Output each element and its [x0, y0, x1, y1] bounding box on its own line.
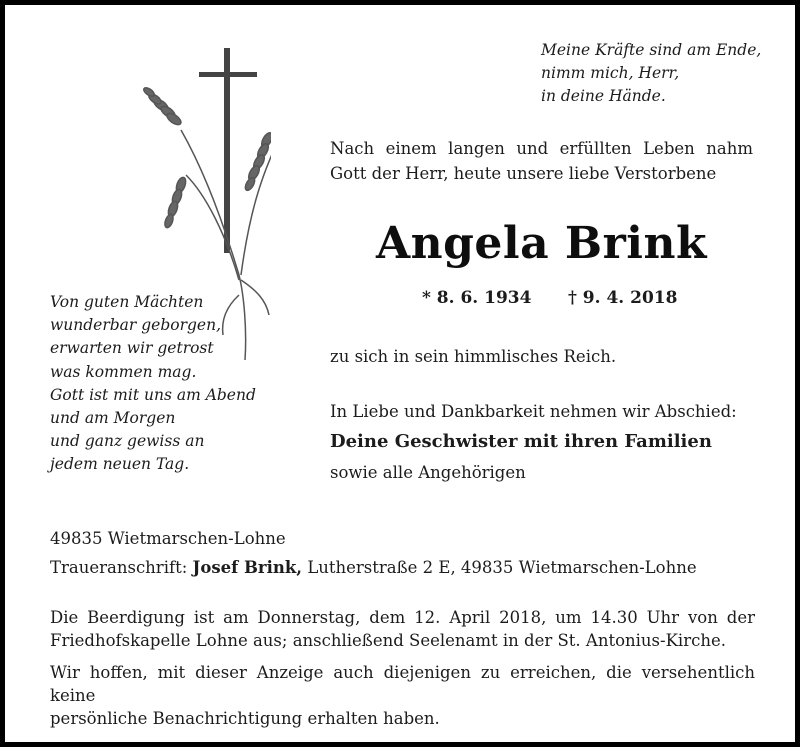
note-line: Wir hoffen, mit dieser Anzeige auch diejenigen zu erreichen, die versehentlich keine: [50, 663, 755, 705]
poem-left-line: erwarten wir getrost: [50, 339, 214, 358]
poem-top-line: nimm mich, Herr,: [541, 64, 680, 82]
poem-left: [50, 291, 256, 477]
poem-left-line: Gott ist mit uns am Abend: [50, 385, 256, 404]
cross-icon: [199, 48, 257, 253]
poem-left-line: Von guten Mächten: [50, 293, 204, 311]
relatives-text: sowie alle Angehörigen: [330, 463, 526, 482]
poem-left-line: wunderbar geborgen,: [50, 316, 221, 335]
intro-line: Gott der Herr, heute unsere liebe Verstorbene: [330, 164, 717, 183]
birth-date: * 8. 6. 1934: [422, 288, 532, 308]
poem-left-line: und ganz gewiss an: [50, 432, 205, 451]
poem-left-line: jedem neuen Tag.: [50, 455, 190, 474]
funeral-info: [50, 606, 755, 652]
death-date: † 9. 4. 2018: [568, 288, 678, 308]
notice-note: [50, 661, 755, 730]
poem-left-line: was kommen mag.: [50, 362, 197, 381]
poem-top: [541, 39, 761, 108]
reich-text: zu sich in sein himmlisches Reich.: [330, 347, 617, 366]
intro-line: Nach einem langen und erfüllten Leben nahm: [330, 139, 753, 158]
funeral-line: Friedhofskapelle Lohne aus; anschließend Seelenamt in der St. Antonius-Kirche.: [50, 631, 726, 650]
deceased-name: Angela Brink: [376, 218, 707, 269]
mourning-address: [50, 555, 697, 580]
funeral-line: Die Beerdigung ist am Donnerstag, dem 12. April 2018, um 14.30 Uhr von der: [50, 608, 755, 627]
address-street: Lutherstraße 2 E, 49835 Wietmarschen-Lohne: [307, 558, 697, 577]
farewell-text: In Liebe und Dankbarkeit nehmen wir Abschied:: [330, 402, 737, 421]
poem-left-line: und am Morgen: [50, 409, 176, 428]
intro-text: [330, 136, 753, 186]
poem-top-line: Meine Kräfte sind am Ende,: [541, 41, 762, 59]
mourners-text: Deine Geschwister mit ihren Familien: [330, 431, 712, 452]
address-name: Josef Brink,: [192, 558, 303, 577]
city-text: 49835 Wietmarschen-Lohne: [50, 529, 286, 548]
note-line: persönliche Benachrichtigung erhalten haben.: [50, 709, 440, 728]
poem-top-line: in deine Hände.: [541, 87, 666, 105]
address-label: Traueranschrift:: [50, 558, 188, 577]
